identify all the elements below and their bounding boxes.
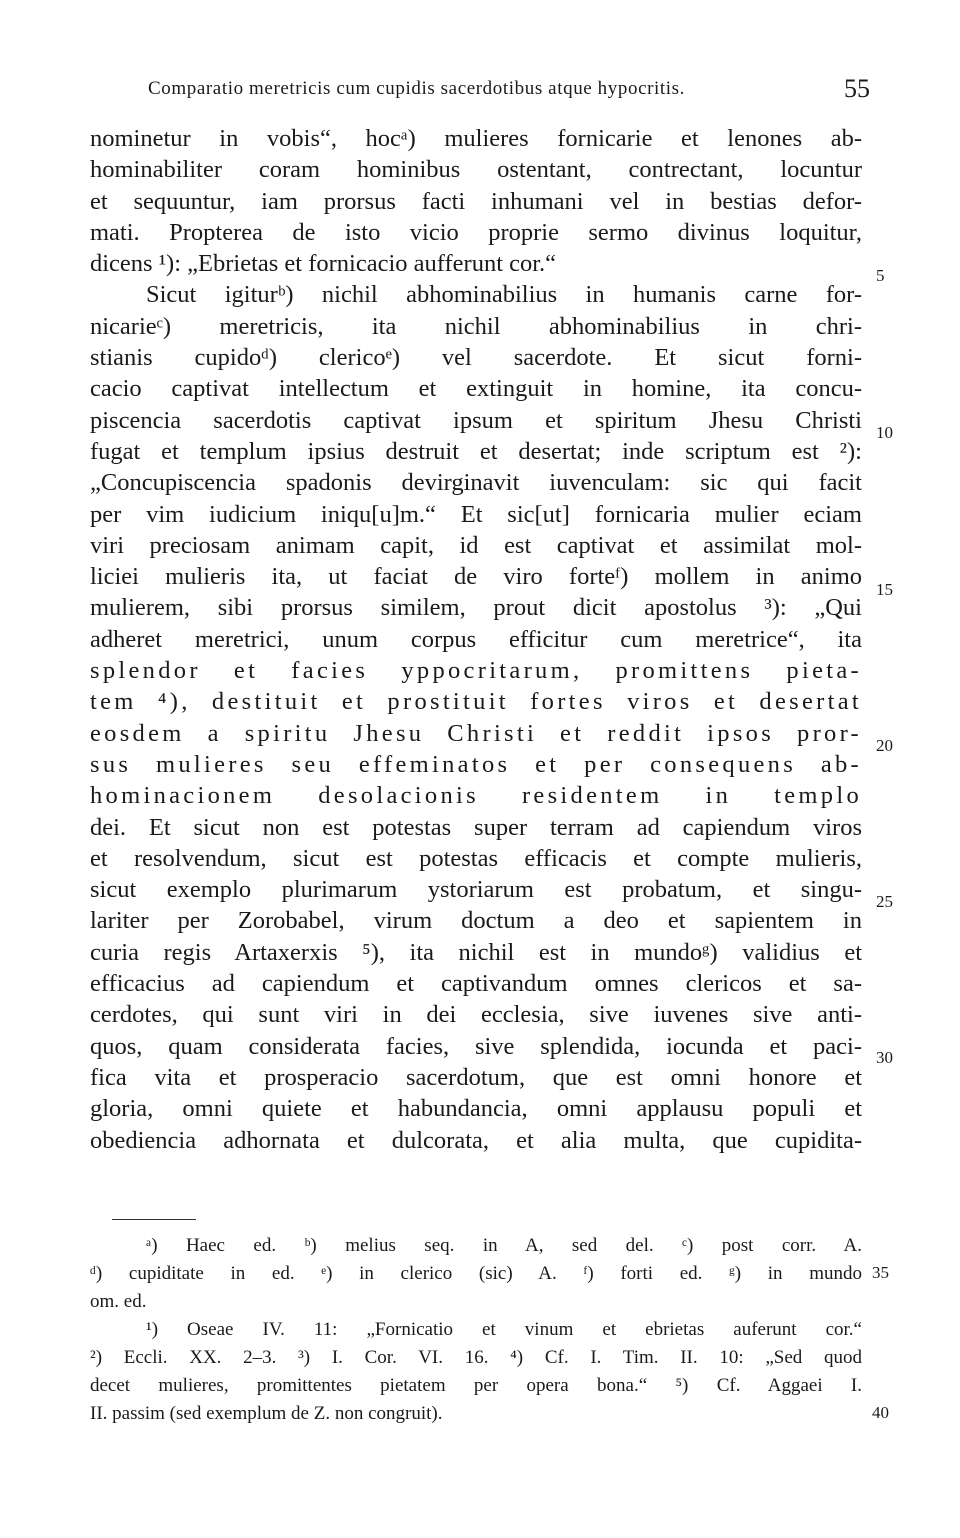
line-number: 20 (876, 736, 893, 755)
text-line: hominabiliter coram hominibus ostentant, contrectant, locuntur (90, 156, 862, 184)
footnote-line: om. ed. (90, 1291, 147, 1312)
text-line: fugat et templum ipsius destruit et desertat; inde scriptum est ²): (90, 437, 862, 465)
text-line: fica vita et prosperacio sacerdotum, que est omni honore et (90, 1063, 862, 1091)
line-number: 35 (872, 1263, 889, 1282)
footnote-line: II. passim (sed exemplum de Z. non congruit). (90, 1403, 443, 1424)
running-header (90, 72, 870, 112)
main-text (90, 123, 862, 1156)
footnote-line: ²) Eccli. XX. 2–3. ³) I. Cor. VI. 16. ⁴) Cf. I. Tim. II. 10: „Sed quod (90, 1347, 862, 1368)
line-number: 25 (876, 892, 893, 911)
text-line: stianis cupidoᵈ) clericoᵉ) vel sacerdote. Et sicut forni- (90, 344, 862, 372)
footnote-rule (112, 1219, 196, 1220)
text-line: cacio captivat intellectum et extinguit in homine, ita concu- (90, 375, 862, 403)
line-number: 40 (872, 1403, 889, 1422)
line-number: 15 (876, 580, 893, 599)
text-line: liciei mulieris ita, ut faciat de viro forteᶠ) mollem in animo (90, 563, 862, 591)
text-line: per vim iudicium iniqu[u]m.“ Et sic[ut] fornicaria mulier eciam (90, 500, 862, 528)
line-number: 5 (876, 266, 885, 285)
line-number: 30 (876, 1048, 893, 1067)
footnote-line: ¹) Oseae IV. 11: „Fornicatio et vinum et ebrietas auferunt cor.“ (146, 1319, 862, 1340)
text-line: hominacionem desolacionis residentem in templo (90, 782, 862, 810)
text-line: gloria, omni quiete et habundancia, omni applausu populi et (90, 1095, 862, 1123)
text-line: piscencia sacerdotis captivat ipsum et spiritum Jhesu Christi (90, 406, 862, 434)
text-line: nominetur in vobis“, hocᵃ) mulieres fornicarie et lenones ab- (90, 125, 862, 152)
text-line: quos, quam considerata facies, sive splendida, iocunda et paci- (90, 1032, 862, 1060)
footnotes (90, 1232, 862, 1428)
text-line: tem ⁴), destituit et prostituit fortes viros et desertat (90, 688, 862, 716)
text-line: sicut exemplo plurimarum ystoriarum est probatum, et singu- (90, 876, 862, 904)
text-line: „Concupiscencia spadonis devirginavit iuvenculam: sic qui facit (90, 469, 862, 497)
text-line: cerdotes, qui sunt viri in dei ecclesia, sive iuvenes sive anti- (90, 1001, 862, 1029)
footnote-line: ᵃ) Haec ed. ᵇ) melius seq. in A, sed del. ᶜ) post corr. A. (146, 1235, 862, 1256)
text-line: et resolvendum, sicut est potestas efficacis et compte mulieris, (90, 844, 862, 872)
text-line: splendor et facies yppocritarum, promittens pieta- (90, 657, 862, 685)
text-line: Sicut igiturᵇ) nichil abhominabilius in humanis carne for- (146, 281, 862, 309)
text-line: sus mulieres seu effeminatos et per consequens ab- (90, 750, 862, 778)
text-line: nicarieᶜ) meretricis, ita nichil abhominabilius in chri- (90, 312, 862, 340)
text-line: adheret meretrici, unum corpus efficitur cum meretrice“, ita (90, 625, 862, 653)
text-line: dicens ¹): „Ebrietas et fornicacio aufferunt cor.“ (90, 250, 557, 278)
text-line: lariter per Zorobabel, virum doctum a deo et sapientem in (90, 907, 862, 935)
text-line: efficacius ad capiendum et captivandum omnes clericos et sa- (90, 970, 862, 998)
text-line: mulierem, sibi prorsus similem, prout dicit apostolus ³): „Qui (90, 594, 862, 622)
footnote-line: decet mulieres, promittentes pietatem per opera bona.“ ⁵) Cf. Aggaei I. (90, 1375, 862, 1396)
text-line: dei. Et sicut non est potestas super terram ad capiendum viros (90, 813, 862, 841)
line-number: 10 (876, 423, 893, 442)
text-line: obediencia adhornata et dulcorata, et alia multa, que cupidita- (90, 1126, 862, 1154)
footnote-line: ᵈ) cupiditate in ed. ᵉ) in clerico (sic) A. ᶠ) forti ed. ᵍ) in mundo (90, 1263, 862, 1284)
text-line: et sequuntur, iam prorsus facti inhumani vel in bestias defor- (90, 187, 862, 215)
text-line: curia regis Artaxerxis ⁵), ita nichil est in mundoᵍ) validius et (90, 938, 862, 966)
text-line: viri preciosam animam capit, id est captivat et assimilat mol- (90, 531, 862, 559)
text-line: eosdem a spiritu Jhesu Christi et reddit ipsos pror- (90, 719, 862, 747)
page-number: 55 (844, 74, 870, 103)
text-line: mati. Propterea de isto vicio proprie sermo divinus loquitur, (90, 218, 862, 246)
running-title: Comparatio meretricis cum cupidis sacerdotibus atque hypocritis. (148, 78, 686, 99)
